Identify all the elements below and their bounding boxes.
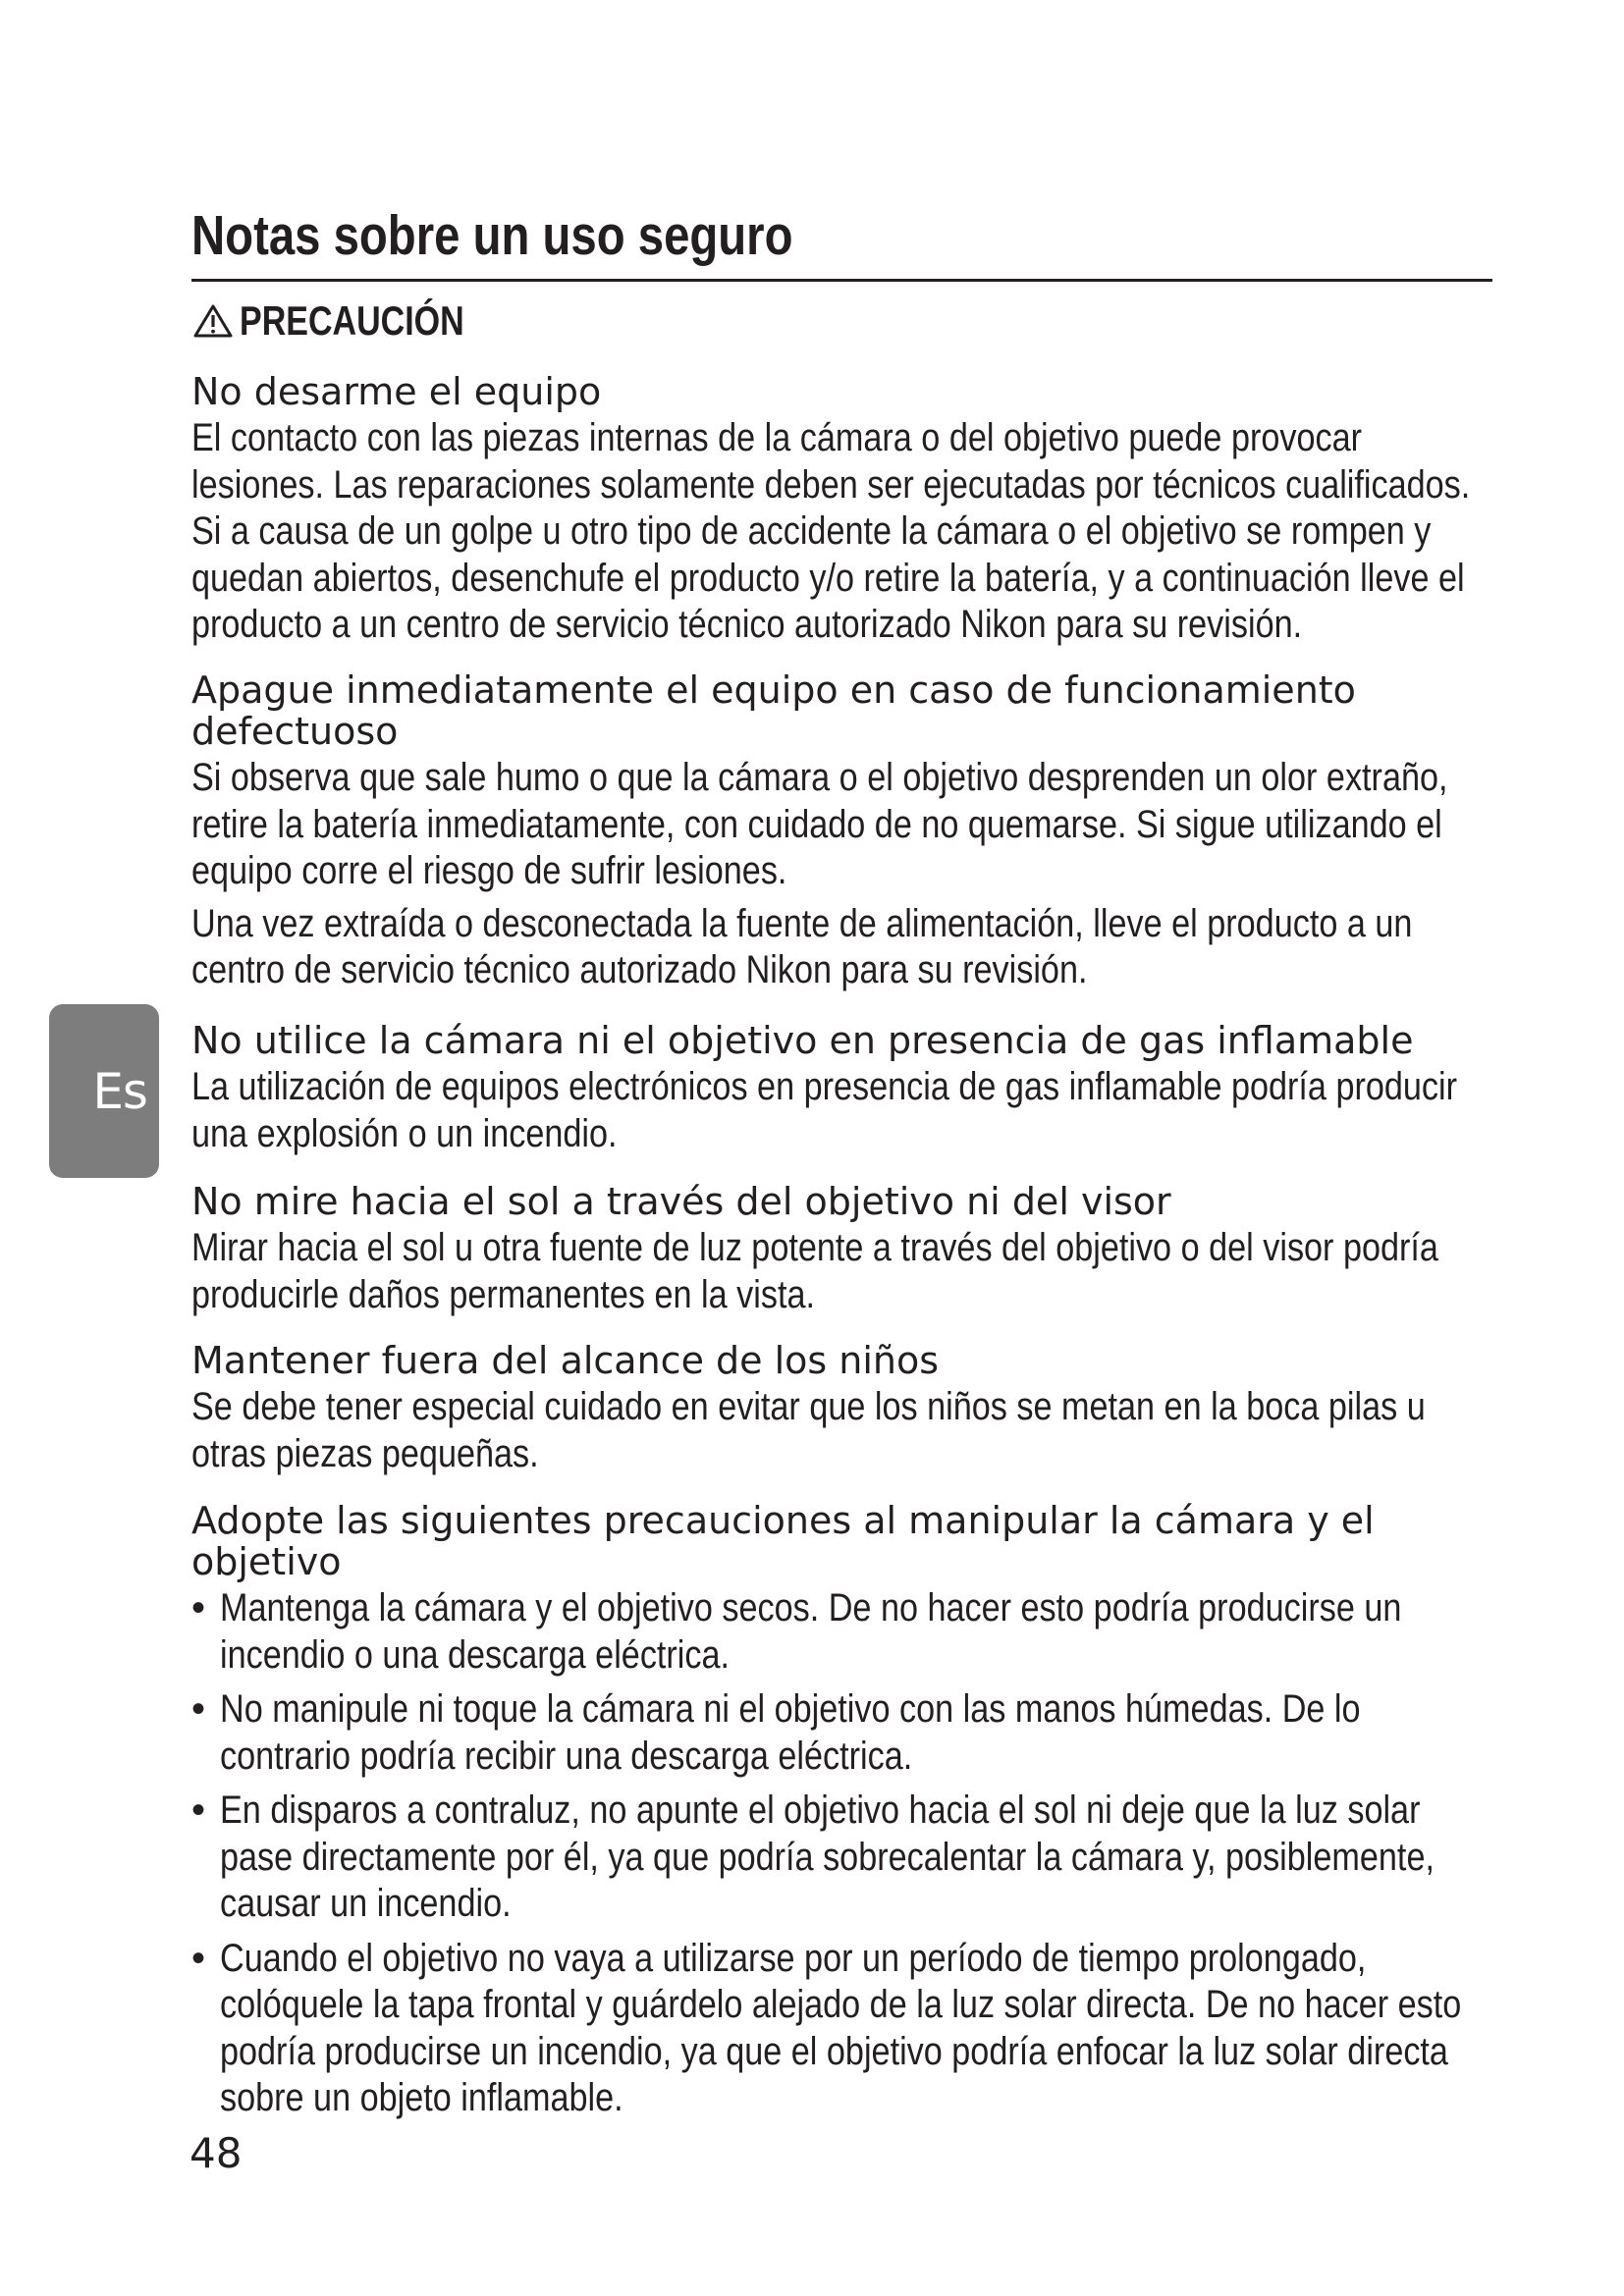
- section-children: [191, 1340, 1497, 1477]
- list-item: [191, 1585, 1497, 1679]
- bullet-marker: •: [191, 1687, 206, 1731]
- text-line: producto a un centro de servicio técnico autorizado Nikon para su revisión.: [191, 603, 1303, 646]
- heading-line: Mantener fuera del alcance de los niños: [191, 1339, 940, 1382]
- text-line: La utilización de equipos electrónicos en presencia de gas inflamable podría producir: [191, 1065, 1458, 1108]
- language-tab: Es: [49, 1004, 159, 1178]
- text-line: En disparos a contraluz, no apunte el objetivo hacia el sol ni deje que la luz solar: [220, 1789, 1421, 1832]
- text-line: quedan abiertos, desenchufe el producto y/o retire la batería, y a continuación lleve el: [191, 556, 1465, 600]
- text-line: Si a causa de un golpe u otro tipo de accidente la cámara o el objetivo se rompen y: [191, 509, 1432, 553]
- heading-line: defectuoso: [191, 710, 399, 753]
- section-body: [191, 1225, 1497, 1318]
- bullet-marker: •: [191, 1789, 206, 1832]
- caution-header: [193, 297, 516, 345]
- section-heading: [191, 1500, 1497, 1582]
- heading-line: No mire hacia el sol a través del objetivo ni del visor: [191, 1180, 1171, 1223]
- paragraph: [191, 1225, 1497, 1318]
- text-line: sobre un objeto inflamable.: [220, 2076, 623, 2119]
- section-heading: [191, 669, 1497, 752]
- section-sun: [191, 1181, 1497, 1318]
- section-body: [191, 1384, 1497, 1477]
- section-flammable-gas: [191, 1020, 1497, 1157]
- paragraph: [191, 755, 1497, 895]
- section-disassembly: [191, 371, 1497, 649]
- paragraph: [191, 901, 1497, 994]
- bullet-list: [191, 1585, 1497, 2122]
- text-line: una explosión o un incendio.: [191, 1111, 618, 1155]
- paragraph: [191, 1064, 1497, 1157]
- text-line: colóquele la tapa frontal y guárdelo alejado de la luz solar directa. De no hacer esto: [220, 1983, 1462, 2026]
- text-line: El contacto con las piezas internas de la cámara o del objetivo puede provocar: [191, 416, 1363, 459]
- heading-line: No desarme el equipo: [191, 370, 602, 413]
- text-line: Cuando el objetivo no vaya a utilizarse por un período de tiempo prolongado,: [220, 1936, 1367, 1980]
- text-line: Una vez extraída o desconectada la fuente de alimentación, lleve el producto a un: [191, 901, 1413, 945]
- text-line: centro de servicio técnico autorizado Nikon para su revisión.: [191, 948, 1088, 991]
- list-item: [191, 1788, 1497, 1928]
- bullet-marker: •: [191, 1936, 206, 1980]
- heading-line: Apague inmediatamente el equipo en caso de funcionamiento: [191, 668, 1356, 712]
- title-rule: [191, 279, 1492, 282]
- heading-line: Adopte las siguientes precauciones al manipular la cámara y el: [191, 1499, 1375, 1542]
- text-line: lesiones. Las reparaciones solamente deben ser ejecutadas por técnicos cualificados.: [191, 462, 1471, 507]
- text-line: causar un incendio.: [220, 1882, 512, 1925]
- text-line: pase directamente por él, ya que podría sobrecalentar la cámara y, posiblemente,: [220, 1835, 1435, 1879]
- caution-label: PRECAUCIÓN: [240, 297, 464, 344]
- text-line: Si observa que sale humo o que la cámara o el objetivo desprenden un olor extraño,: [191, 756, 1448, 799]
- section-heading: [191, 371, 1497, 412]
- text-line: Se debe tener especial cuidado en evitar que los niños se metan en la boca pilas u: [191, 1385, 1426, 1428]
- text-line: Mirar hacia el sol u otra fuente de luz potente a través del objetivo o del visor podría: [191, 1226, 1438, 1269]
- heading-line: objetivo: [191, 1540, 342, 1583]
- text-line: equipo corre el riesgo de sufrir lesiones.: [191, 849, 787, 892]
- list-item: [191, 1686, 1497, 1780]
- section-heading: [191, 1340, 1497, 1381]
- paragraph: [191, 415, 1497, 649]
- section-heading: [191, 1020, 1497, 1061]
- text-line: Mantenga la cámara y el objetivo secos. De no hacer esto podría producirse un: [220, 1586, 1402, 1629]
- section-body: [191, 415, 1497, 649]
- text-line: retire la batería inmediatamente, con cuidado de no quemarse. Si sigue utilizando el: [191, 802, 1442, 846]
- page-title: Notas sobre un uso seguro: [191, 204, 793, 267]
- section-malfunction: [191, 669, 1497, 994]
- text-line: producirle daños permanentes en la vista.: [191, 1272, 815, 1316]
- section-body: [191, 1064, 1497, 1157]
- list-item: [191, 1936, 1497, 2122]
- text-line: contrario podría recibir una descarga eléctrica.: [220, 1734, 913, 1778]
- heading-line: No utilice la cámara ni el objetivo en presencia de gas inflamable: [191, 1019, 1414, 1062]
- warning-triangle-icon: [193, 303, 233, 339]
- text-line: incendio o una descarga eléctrica.: [220, 1632, 731, 1677]
- bullet-marker: •: [191, 1586, 206, 1629]
- page-number: 48: [189, 2129, 243, 2177]
- paragraph: [191, 1384, 1497, 1477]
- section-heading: [191, 1181, 1497, 1222]
- section-handling-precautions: [191, 1500, 1497, 2122]
- text-line: otras piezas pequeñas.: [191, 1431, 539, 1475]
- text-line: podría producirse un incendio, ya que el objetivo podría enfocar la luz solar directa: [220, 2029, 1448, 2073]
- text-line: No manipule ni toque la cámara ni el objetivo con las manos húmedas. De lo: [220, 1687, 1361, 1731]
- section-body: [191, 755, 1497, 994]
